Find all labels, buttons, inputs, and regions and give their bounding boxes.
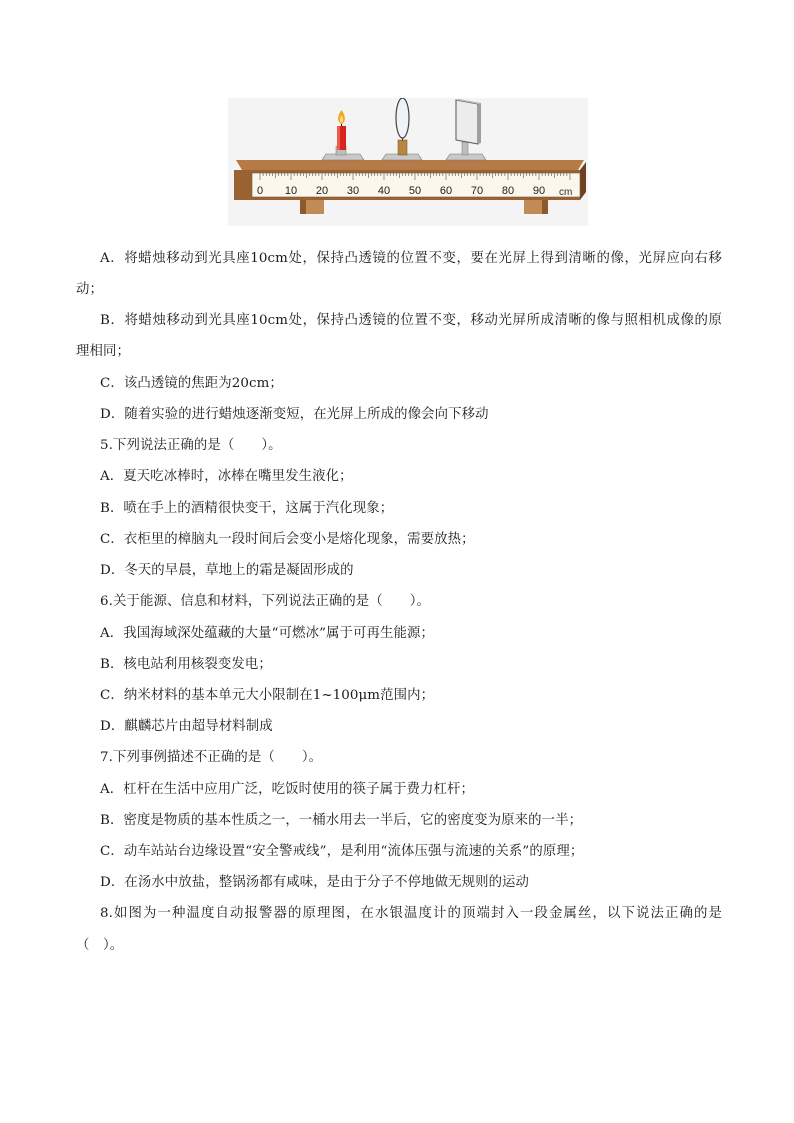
q7-option-b: B．密度是物质的基本性质之一，一桶水用去一半后，它的密度变为原来的一半； xyxy=(100,813,583,828)
ruler-tick-label: 40 xyxy=(377,185,391,197)
q5-option-c: C．衣柜里的樟脑丸一段时间后会变小是熔化现象，需要放热； xyxy=(100,532,475,547)
q7-option-a: A．杠杆在生活中应用广泛，吃饭时使用的筷子属于费力杠杆； xyxy=(100,782,475,797)
question-5-stem: 5.下列说法正确的是（ ）。 xyxy=(100,438,282,453)
question-8-stem-line-1: 8.如图为一种温度自动报警器的原理图，在水银温度计的顶端封入一段金属丝，以下说法正确的是 xyxy=(100,906,722,921)
optical-bench-illustration xyxy=(228,98,588,226)
candle xyxy=(337,123,346,150)
optical-bench-figure xyxy=(228,98,588,226)
option-c-line: C．该凸透镜的焦距为20cm； xyxy=(100,376,283,391)
ruler-tick-label: 70 xyxy=(470,185,484,197)
ruler-tick-label: 0 xyxy=(256,185,264,197)
option-b-line-2: 理相同； xyxy=(76,344,130,359)
question-7-stem: 7.下列事例描述不正确的是（ ）。 xyxy=(100,750,323,765)
ruler-unit-label: cm xyxy=(559,187,573,198)
q5-option-d: D．冬天的早晨，草地上的霜是凝固形成的 xyxy=(100,563,354,578)
ruler-tick-label: 80 xyxy=(501,185,515,197)
q5-option-b: B．喷在手上的酒精很快变干，这属于汽化现象； xyxy=(100,501,394,516)
ruler-tick-label: 50 xyxy=(408,185,422,197)
q6-option-a: A．我国海域深处蕴藏的大量“可燃冰”属于可再生能源； xyxy=(100,626,434,641)
q7-option-c: C．动车站站台边缘设置“安全警戒线”，是利用“流体压强与流速的关系”的原理； xyxy=(100,844,584,859)
q6-option-d: D．麒麟芯片由超导材料制成 xyxy=(100,719,273,734)
option-d-line: D．随着实验的进行蜡烛逐渐变短，在光屏上所成的像会向下移动 xyxy=(100,407,489,422)
q7-option-d: D．在汤水中放盐，整锅汤都有咸味，是由于分子不停地做无规则的运动 xyxy=(100,875,530,890)
bench-top xyxy=(236,160,584,170)
option-b-line-1: B．将蜡烛移动到光具座10cm处，保持凸透镜的位置不变，移动光屏所成清晰的像与照相机成像的原 xyxy=(100,313,722,328)
ruler-tick-label: 10 xyxy=(284,185,298,197)
light-screen xyxy=(456,99,481,144)
question-8-stem-line-2: （ ）。 xyxy=(76,938,124,953)
q6-option-c: C．纳米材料的基本单元大小限制在1~100μm范围内； xyxy=(100,688,435,703)
option-a-line-1: A．将蜡烛移动到光具座10cm处，保持凸透镜的位置不变，要在光屏上得到清晰的像，光屏应向右移 xyxy=(100,251,722,266)
q6-option-b: B．核电站利用核裂变发电； xyxy=(100,657,272,672)
ruler-tick-label: 90 xyxy=(532,185,546,197)
question-6-stem: 6.关于能源、信息和材料，下列说法正确的是（ ）。 xyxy=(100,594,431,609)
ruler-tick-label: 30 xyxy=(346,185,360,197)
ruler-tick-label: 20 xyxy=(315,185,329,197)
q5-option-a: A．夏天吃冰棒时，冰棒在嘴里发生液化； xyxy=(100,469,353,484)
option-a-line-2: 动； xyxy=(76,282,103,297)
ruler-tick-label: 60 xyxy=(439,185,453,197)
